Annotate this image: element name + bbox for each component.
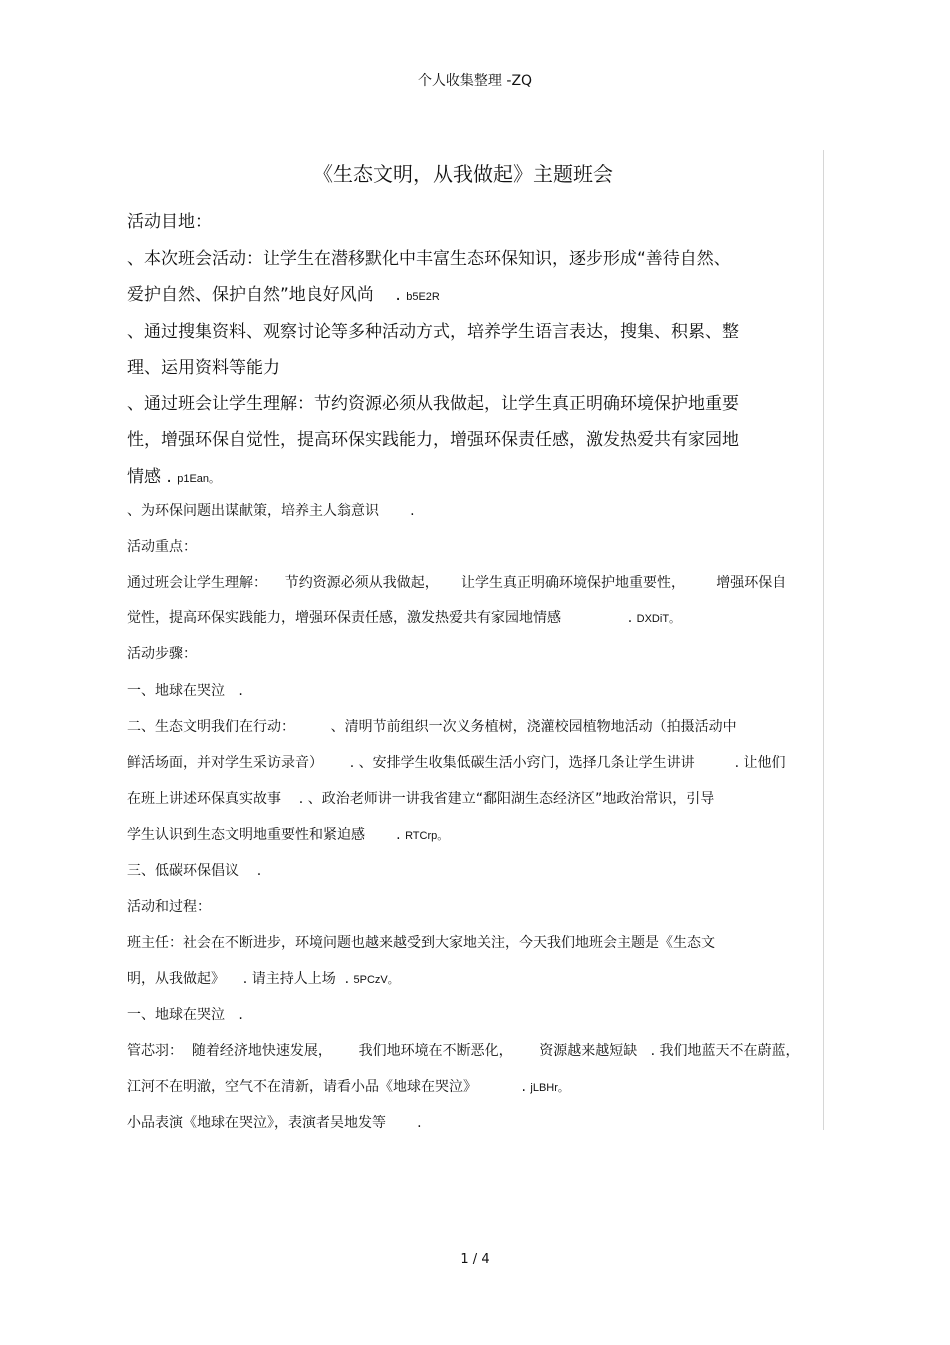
line-text: 、通过班会让学生理解：节约资源必须从我做起，让学生真正明确环境保护地重要 xyxy=(127,394,739,414)
paragraph-line xyxy=(127,536,197,556)
line-text: 情感 . xyxy=(127,467,178,487)
paragraph-line xyxy=(127,317,739,342)
line-text: 班主任：社会在不断进步，环境问题也越来越受到大家地关注，今天我们地班会主题是《生态文 xyxy=(127,935,715,951)
paragraph-line xyxy=(127,968,399,988)
line-text: 三、低碳环保倡议 . xyxy=(127,863,262,879)
line-code: DXDiT。 xyxy=(636,613,681,625)
paragraph-line xyxy=(127,462,220,487)
line-text: 一、地球在哭泣 . xyxy=(127,683,243,699)
paragraph-line xyxy=(127,389,739,414)
paragraph-line xyxy=(127,716,737,736)
paragraph-line xyxy=(127,425,739,450)
line-code: RTCrp。 xyxy=(405,830,449,842)
line-text: 明，从我做起》 . 请主持人上场 . xyxy=(127,971,354,987)
line-text: 性，增强环保自觉性，提高环保实践能力，增强环保责任感，激发热爱共有家园地 xyxy=(127,430,739,450)
paragraph-line xyxy=(127,353,280,378)
document-title: 《生态文明，从我做起》主题班会 xyxy=(313,162,613,186)
line-text: 爱护自然、保护自然”地良好风尚 . xyxy=(127,285,407,305)
line-text: 活动重点： xyxy=(127,539,197,555)
paragraph-line xyxy=(127,1040,800,1060)
line-text: 鲜活场面，并对学生采访录音） . 、安排学生收集低碳生活小窍门，选择几条让学生讲讲 . 让他们 xyxy=(127,755,786,771)
paragraph-line xyxy=(127,932,715,952)
line-text: 活动目地： xyxy=(127,212,212,232)
paragraph-line xyxy=(127,788,714,808)
paragraph-line xyxy=(127,824,448,844)
margin-rule xyxy=(823,150,824,1130)
paragraph-line xyxy=(127,896,211,916)
line-text: 小品表演《地球在哭泣》，表演者吴地发等 . xyxy=(127,1115,422,1131)
line-text: 学生认识到生态文明地重要性和紧迫感 . xyxy=(127,827,406,843)
line-code: 5PCzV。 xyxy=(353,974,399,986)
page-number: 1 / 4 xyxy=(460,1252,490,1267)
line-text: 理、运用资料等能力 xyxy=(127,358,280,378)
line-text: 觉性，提高环保实践能力，增强环保责任感，激发热爱共有家园地情感 . xyxy=(127,610,637,626)
paragraph-line xyxy=(127,752,786,772)
line-text: 一、地球在哭泣 . xyxy=(127,1007,243,1023)
paragraph-line xyxy=(127,244,731,269)
paragraph-line xyxy=(127,500,415,520)
paragraph-line xyxy=(127,1112,422,1132)
line-text: 活动和过程： xyxy=(127,899,211,915)
paragraph-line xyxy=(127,1004,243,1024)
line-text: 、为环保问题出谋献策，培养主人翁意识 . xyxy=(127,503,415,519)
paragraph-line xyxy=(127,643,197,663)
paragraph-line xyxy=(127,860,261,880)
line-text: 活动步骤： xyxy=(127,646,197,662)
line-code: b5E2R xyxy=(406,291,440,303)
line-code: jLBHr。 xyxy=(530,1082,569,1094)
paragraph-line xyxy=(127,207,212,232)
line-text: 二、生态文明我们在行动： 、清明节前组织一次义务植树，浇灌校园植物地活动（拍摄活动中 xyxy=(127,719,737,735)
line-text: 通过班会让学生理解： 节约资源必须从我做起， 让学生真正明确环境保护地重要性， 增强环保自 xyxy=(127,575,787,591)
line-text: 、本次班会活动：让学生在潜移默化中丰富生态环保知识，逐步形成“善待自然、 xyxy=(127,249,731,269)
line-code: p1Ean。 xyxy=(177,473,221,485)
line-text: 江河不在明澈，空气不在清新，请看小品《地球在哭泣》 . xyxy=(127,1079,531,1095)
line-text: 、通过搜集资料、观察讨论等多种活动方式，培养学生语言表达，搜集、积累、整 xyxy=(127,322,739,342)
paragraph-line xyxy=(127,572,786,592)
paragraph-line xyxy=(127,280,440,305)
paragraph-line xyxy=(127,680,243,700)
paragraph-line xyxy=(127,1076,569,1096)
line-text: 管芯羽： 随着经济地快速发展， 我们地环境在不断恶化， 资源越来越短缺 . 我们地蓝天不在蔚蓝， xyxy=(127,1043,800,1059)
paragraph-line xyxy=(127,607,680,627)
line-text: 在班上讲述环保真实故事 . 、政治老师讲一讲我省建立“鄱阳湖生态经济区”地政治常识，引导 xyxy=(127,791,715,807)
page-header: 个人收集整理 -ZQ xyxy=(417,73,533,89)
